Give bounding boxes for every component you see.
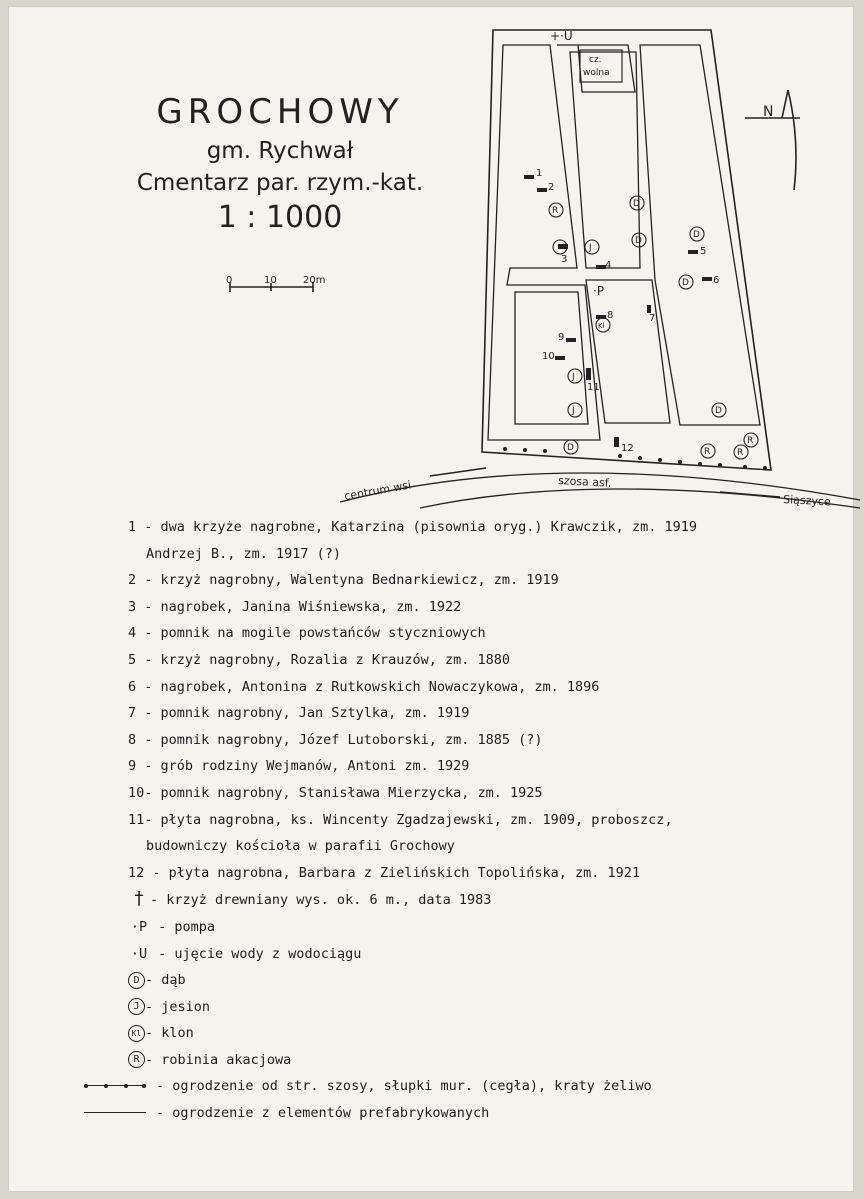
svg-text:1: 1 [536,168,543,179]
svg-text:D: D [715,406,722,416]
legend-item: 3 - nagrobek, Janina Wiśniewska, zm. 1922 [128,598,462,615]
legend-item: R - robinia akacjowa [128,1047,848,1074]
svg-text:·P: ·P [593,284,605,298]
svg-text:+·U: +·U [550,29,573,43]
svg-text:12: 12 [621,443,634,454]
svg-text:8: 8 [607,310,614,321]
svg-text:7: 7 [649,313,656,324]
legend-item: - ogrodzenie od str. szosy, słupki mur. (cegła), kraty żeliwo [128,1073,848,1100]
svg-text:D: D [567,443,574,453]
commune-name: gm. Rychwał [206,138,354,164]
legend-item: budowniczy kościoła w parafii Grochowy [146,838,455,855]
svg-text:D: D [635,236,642,246]
cross-icon: † [133,888,145,910]
cemetery-boundary [482,30,774,470]
maple-icon: Kl [128,1025,145,1042]
legend-item: † - krzyż drewniany wys. ok. 6 m., data 1983 [128,886,848,914]
legend-item: 9 - grób rodziny Wejmanów, Antoni zm. 1929 [128,758,470,775]
svg-text:J: J [572,406,575,416]
legend-item: Kl - klon [128,1020,848,1047]
svg-text:0: 0 [226,275,233,286]
legend-item: ·U - ujęcie wody z wodociągu [128,941,848,968]
svg-text:D: D [633,199,640,209]
svg-text:centrum wsi: centrum wsi [343,478,413,503]
place-name: GROCHOWY [156,92,404,132]
svg-text:wolna: wolna [583,68,610,78]
svg-text:2: 2 [548,182,555,193]
legend-item: Andrzej B., zm. 1917 (?) [146,545,342,562]
ash-icon: J [128,998,145,1015]
svg-text:J: J [589,243,592,253]
legend-item: 6 - nagrobek, Antonina z Rutkowskich Nowaczykowa, zm. 1896 [128,678,600,695]
svg-text:R: R [552,206,559,216]
svg-text:11: 11 [587,382,600,393]
legend-item: D - dąb [128,967,848,994]
svg-text:10: 10 [542,351,555,362]
svg-text:J: J [572,372,575,382]
svg-text:D: D [693,230,700,240]
svg-text:D: D [682,278,689,288]
prefab-fence-line-icon [84,1112,146,1113]
svg-text:20m: 20m [303,275,326,286]
subject-title: Cmentarz par. rzym.-kat. [136,170,424,196]
svg-text:cz.: cz. [589,55,602,65]
legend-item: 4 - pomnik na mogile powstańców styczniowych [128,625,486,642]
water-intake-icon: ·U [130,945,148,962]
svg-text:5: 5 [700,246,707,257]
svg-text:szosa asf.: szosa asf. [557,474,612,490]
legend [128,514,848,1127]
svg-text:6: 6 [713,275,720,286]
legend-item: ·P - pompa [128,914,848,941]
road-fence-line-icon [84,1085,146,1086]
legend-item: 8 - pomnik nagrobny, Józef Lutoborski, zm. 1885 (?) [128,731,543,748]
svg-text:10: 10 [264,275,277,286]
svg-text:Kl: Kl [598,322,605,330]
scale-label: 1 : 1000 [217,200,343,235]
svg-text:3: 3 [561,254,568,265]
legend-item: 11- płyta nagrobna, ks. Wincenty Zgadzajewski, zm. 1909, proboszcz, [128,811,673,828]
legend-item: 5 - krzyż nagrobny, Rozalia z Krauzów, zm. 1880 [128,651,511,668]
legend-item: 1 - dwa krzyże nagrobne, Katarzina (pisownia oryg.) Krawczik, zm. 1919 [128,519,697,535]
svg-text:9: 9 [558,332,565,343]
svg-text:R: R [747,436,754,446]
svg-text:R: R [737,448,744,458]
svg-text:N: N [763,104,774,120]
cemetery-plan [0,0,864,520]
legend-item: 12 - płyta nagrobna, Barbara z Zielińskich Topolińska, zm. 1921 [128,864,641,881]
svg-text:R: R [704,447,711,457]
svg-text:4: 4 [605,260,612,271]
svg-text:Siąszyce: Siąszyce [782,493,832,509]
oak-icon: D [128,972,145,989]
pump-icon: ·P [130,918,148,935]
robinia-icon: R [128,1051,145,1068]
legend-item: J - jesion [128,994,848,1021]
legend-item: 7 - pomnik nagrobny, Jan Sztylka, zm. 1919 [128,705,470,722]
legend-item: 10- pomnik nagrobny, Stanisława Mierzycka, zm. 1925 [128,784,543,801]
legend-item: - ogrodzenie z elementów prefabrykowanych [128,1100,848,1127]
legend-item: 2 - krzyż nagrobny, Walentyna Bednarkiewicz, zm. 1919 [128,572,559,589]
